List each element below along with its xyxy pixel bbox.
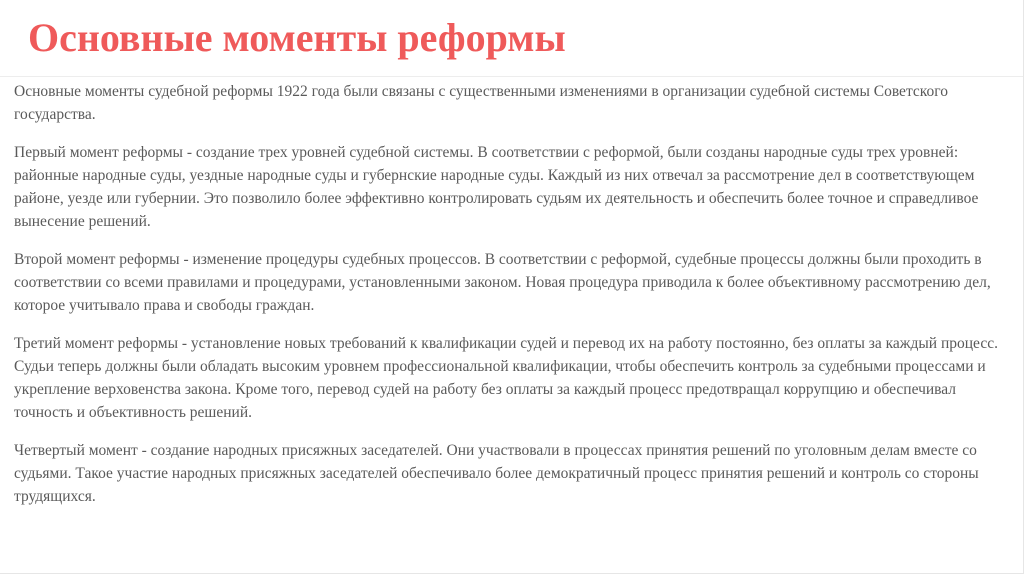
paragraph-first-point: Первый момент реформы - создание трех уровней судебной системы. В соответствии с реформой, были созданы народные суды трех уровней: районные народные суды, уездные народные суды и губернские народные суды. Каждый из них отвечал за рассмотрение дел в соответствующем районе, уезде или губернии. Это позволило более эффективно контролировать судьям их деятельность и обеспечить более точное и справедливое вынесение решений. (14, 144, 979, 230)
title-band (0, 0, 1023, 77)
paragraph-second-point: Второй момент реформы - изменение процедуры судебных процессов. В соответствии с реформой, судебные процессы должны были проходить в соответствии со всеми правилами и процедурами, установленными законом. Новая процедура приводила к более объективному рассмотрению дел, которое учитывало права и свободы граждан. (14, 251, 991, 314)
paragraph-third-point: Третий момент реформы - установление новых требований к квалификации судей и перевод их на работу постоянно, без оплаты за каждый процесс. Судьи теперь должны были обладать высоким уровнем профессиональной квалификации, чтобы обеспечить контроль за судебными процессами и укрепление верховенства закона. Кроме того, перевод судей на работу без оплаты за каждый процесс предотвращал коррупцию и обеспечивал точность и объективность решений. (14, 335, 998, 421)
slide-title: Основные моменты реформы (28, 15, 566, 60)
paragraph-fourth-point: Четвертый момент - создание народных присяжных заседателей. Они участвовали в процессах принятия решений по уголовным делам вместе со судьями. Такое участие народных присяжных заседателей обеспечивало более демократичный процесс принятия решений и контроль со стороны трудящихся. (14, 442, 979, 505)
slide-body (14, 80, 1012, 523)
paragraph-intro: Основные моменты судебной реформы 1922 года были связаны с существенными изменениями в организации судебной системы Советского государства. (14, 83, 948, 123)
